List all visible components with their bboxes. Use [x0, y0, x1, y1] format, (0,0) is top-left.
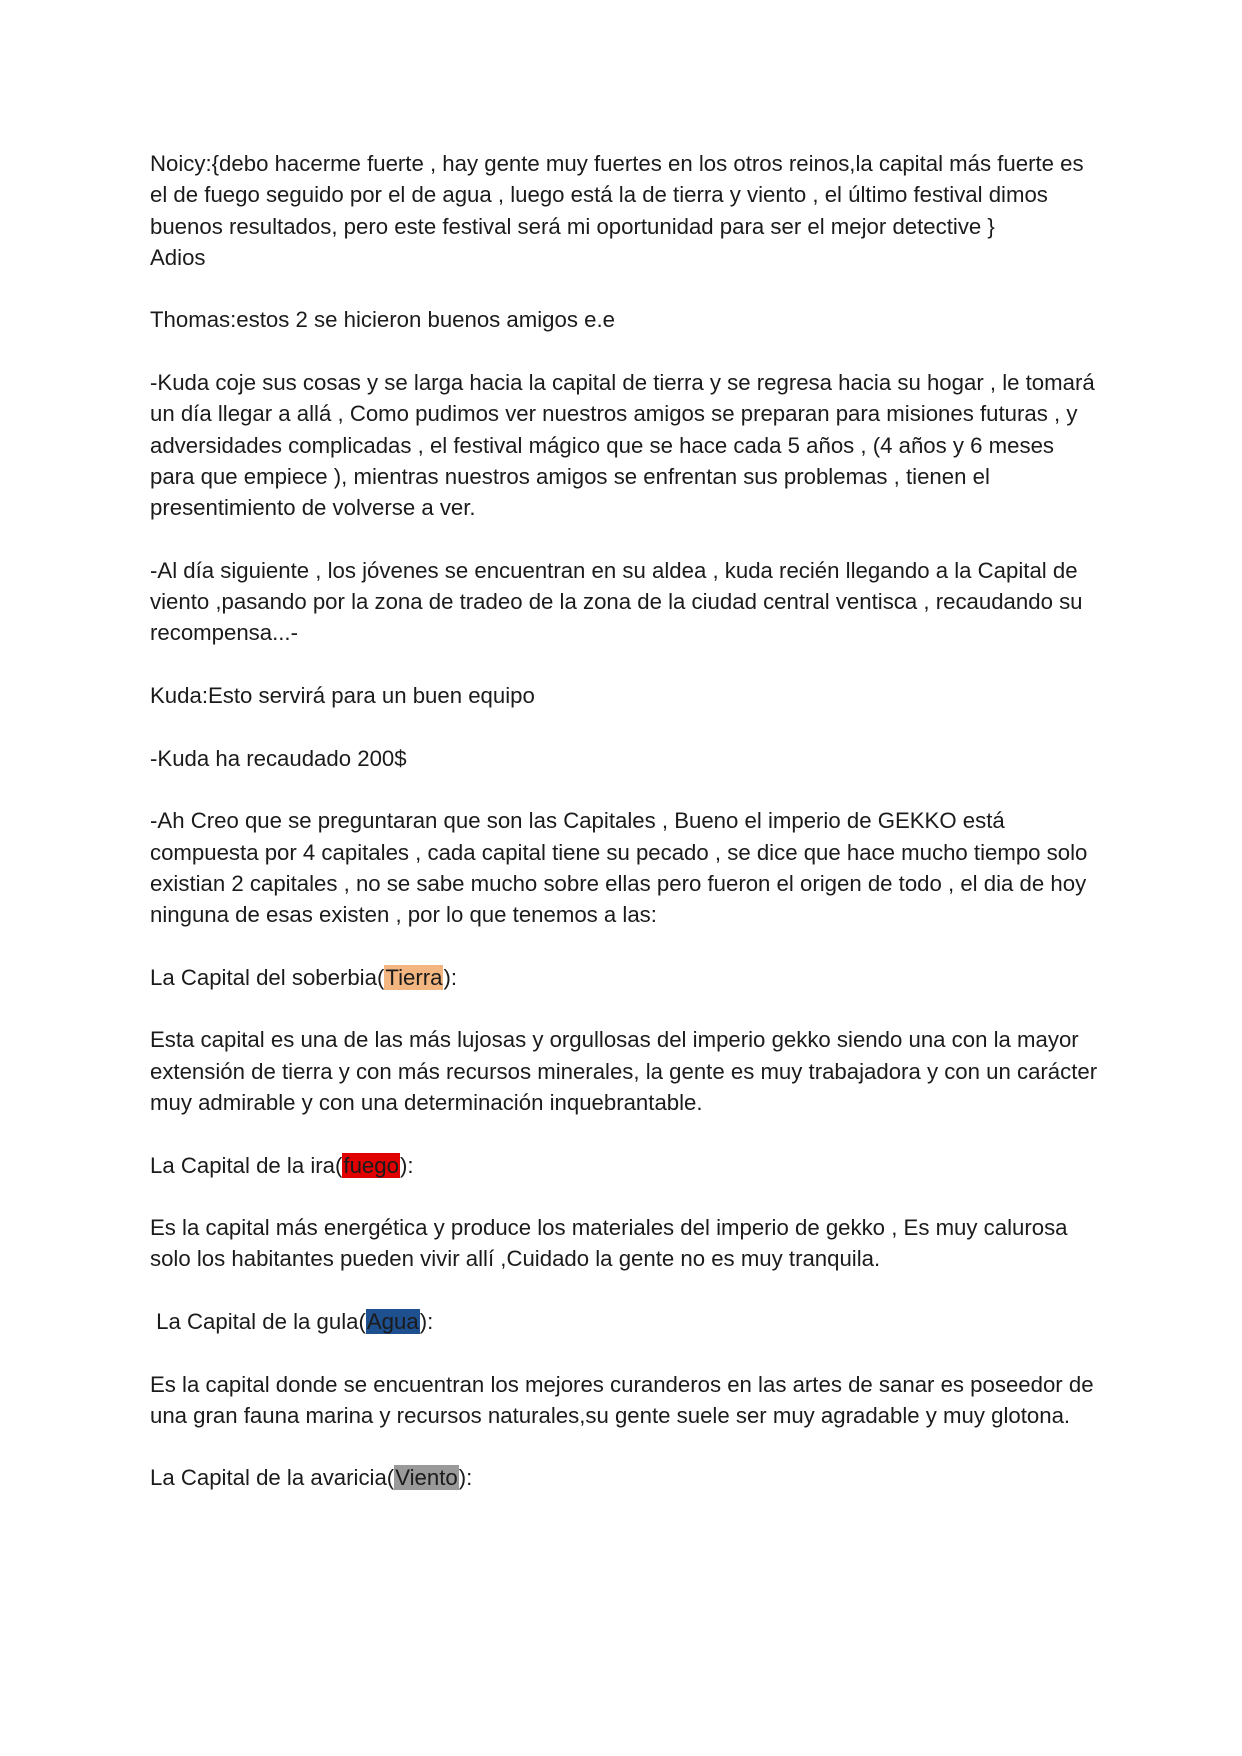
paragraph-kuda-travel: -Kuda coje sus cosas y se larga hacia la capital de tierra y se regresa hacia su hogar , le tomará un día llegar a allá , Como pudimos ver nuestros amigos se preparan para misiones futuras , y adversidades complicadas , el festival mágico que se hace cada 5 años , (4 años y 6 meses para que empiece ), mientras nuestros amigos se enfrentan sus problemas , tienen el presentimiento de volverse a ver.: [150, 370, 1095, 521]
paragraph-capital-tierra: Esta capital es una de las más lujosas y orgullosas del imperio gekko siendo una con la mayor extensión de tierra y con más recursos minerales, la gente es muy trabajadora y con un carácter muy admirable y con una determinación inquebrantable.: [150, 1027, 1098, 1115]
paragraph-thomas: Thomas:estos 2 se hicieron buenos amigos e.e: [150, 307, 615, 333]
paragraph-capital-agua: Es la capital donde se encuentran los mejores curanderos en las artes de sanar es poseedor de una gran fauna marina y recursos naturales,su gente suele ser muy agradable y muy glotona.: [150, 1371, 1094, 1428]
heading-capital-viento: La Capital de la avaricia(Viento):: [150, 1465, 473, 1491]
paragraph-kuda-reward: -Kuda ha recaudado 200$: [150, 745, 407, 771]
heading-capital-agua: La Capital de la gula(Agua):: [150, 1308, 434, 1334]
fuego-highlight: fuego: [343, 1152, 399, 1178]
agua-highlight: Agua: [366, 1308, 419, 1334]
heading-capital-tierra: La Capital del soberbia(Tierra):: [150, 964, 458, 990]
document-body: [150, 148, 1098, 1525]
noicy-farewell: Adios: [150, 244, 206, 270]
paragraph-next-day: -Al día siguiente , los jóvenes se encuentran en su aldea , kuda recién llegando a la Capital de viento ,pasando por la zona de tradeo de la zona de la ciudad central ventisca , recaudando su recompensa...-: [150, 557, 1083, 646]
noicy-dialogue: Noicy:{debo hacerme fuerte , hay gente muy fuertes en los otros reinos,la capital más fuerte es el de fuego seguido por el de agua , luego está la de tierra y viento , el último festival dimos buenos resultados, pero este festival será mi oportunidad para ser el mejor detective }: [150, 151, 1084, 239]
paragraph-capital-fuego: Es la capital más energética y produce los materiales del imperio de gekko , Es muy calurosa solo los habitantes pueden vivir allí ,Cuidado la gente no es muy tranquila.: [150, 1215, 1068, 1272]
paragraph-noicy: [150, 148, 1098, 273]
paragraph-kuda-equipment: Kuda:Esto servirá para un buen equipo: [150, 683, 535, 709]
paragraph-capitals-intro: -Ah Creo que se preguntaran que son las Capitales , Bueno el imperio de GEKKO está compuesta por 4 capitales , cada capital tiene su pecado , se dice que hace mucho tiempo solo existian 2 capitales , no se sabe mucho sobre ellas pero fueron el origen de todo , el dia de hoy ninguna de esas existen , por lo que tenemos a las:: [150, 808, 1088, 928]
viento-highlight: Viento: [395, 1465, 458, 1491]
tierra-highlight: Tierra: [385, 964, 443, 990]
heading-capital-fuego: La Capital de la ira(fuego):: [150, 1152, 414, 1178]
